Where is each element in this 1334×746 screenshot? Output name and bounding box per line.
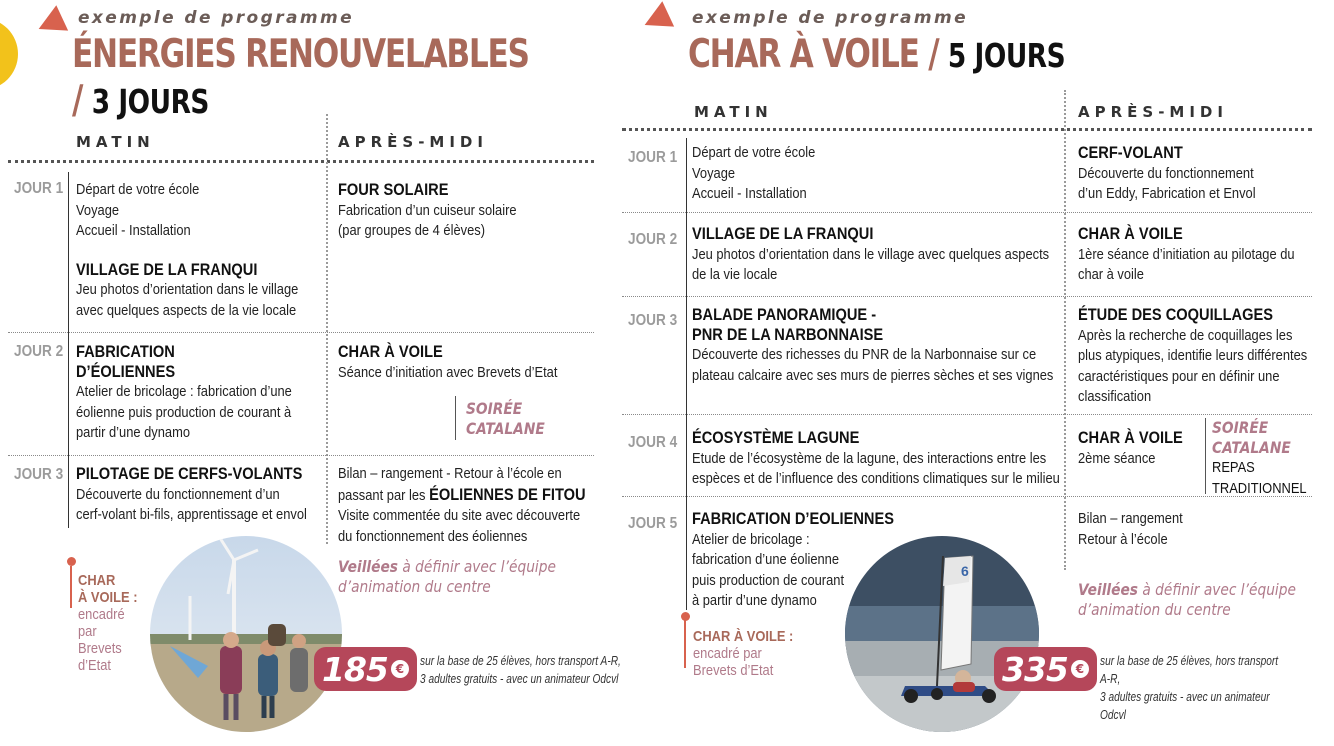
title-slash: / (72, 78, 83, 123)
column-header-afternoon: APRÈS-MIDI (1078, 103, 1228, 121)
day1-afternoon (338, 180, 596, 242)
activity-text: 1ère séance d’initiation au pilotage du char à voile (1078, 245, 1295, 283)
day2-afternoon (338, 342, 596, 383)
header-divider (622, 128, 1312, 131)
activity-text: Atelier de bricolage : fabrication d’une éolienne puis production de courant à partir d’une dynamo (692, 530, 845, 609)
day-divider (622, 212, 1312, 213)
activity-heading: FOUR SOLAIRE (338, 180, 449, 199)
column-header-morning: MATIN (694, 103, 773, 121)
program-kicker: exemple de programme (78, 8, 355, 28)
title-slash: / (928, 32, 939, 77)
duration-label: 3 JOURS (91, 82, 209, 121)
veillees-note (1078, 580, 1334, 620)
activity-highlight: ÉOLIENNES DE FITOU (429, 484, 586, 504)
activity-text: Départ de votre école Voyage Accueil - Installation (76, 181, 200, 239)
day-divider (622, 414, 1312, 415)
veillees-bold: Veillées (338, 557, 398, 576)
activity-text: 2ème séance (1078, 449, 1156, 467)
day-divider (8, 332, 594, 333)
activity-heading: ÉCOSYSTÈME LAGUNE (692, 428, 860, 447)
day3-afternoon (338, 464, 613, 547)
currency-symbol: € (391, 660, 409, 678)
price-note: sur la base de 25 élèves, hors transport A-R, 3 adultes gratuits - avec un animateur Odcvl (420, 653, 621, 686)
veillees-note (338, 557, 596, 597)
program-title: ÉNERGIES RENOUVELABLES (72, 32, 529, 77)
activity-text: Découverte des richesses du PNR de la Narbonnaise sur ce plateau calcaire avec ses murs de pierres sèches et ses vignes (692, 346, 1054, 384)
activity-heading: FABRICATION D’EOLIENNES (692, 509, 894, 528)
activity-text: Découverte du fonctionnement d’un cerf-volant bi-fils, apprentissage et envol (76, 485, 307, 523)
program-duration (72, 80, 209, 123)
activity-text: Découverte du fonctionnement d’un Eddy, Fabrication et Envol (1078, 164, 1256, 202)
day3-afternoon (1078, 305, 1327, 408)
day3-morning (692, 305, 1070, 386)
activity-heading: FABRICATION D’ÉOLIENNES (76, 342, 176, 381)
activity-heading: BALADE PANORAMIQUE - PNR DE LA NARBONNAISE (692, 305, 884, 344)
activity-text: Etude de l’écosystème de la lagune, des interactions entre les espèces et de l’influence des conditions climatiques sur le milieu (692, 449, 1060, 487)
day-divider (8, 455, 594, 456)
evening-note: SOIRÉE CATALANE (466, 399, 545, 438)
day-column-line (686, 138, 687, 610)
wind-turbine-photo (150, 536, 342, 732)
day1-afternoon (1078, 143, 1327, 205)
activity-text: Départ de votre école Voyage Accueil - Installation (692, 144, 816, 202)
price-badge (994, 647, 1097, 691)
pin-line (70, 566, 72, 608)
activity-heading: CHAR À VOILE (338, 342, 443, 361)
char-note-bold: CHAR À VOILE : (78, 572, 138, 606)
day-label: JOUR 1 (14, 180, 64, 197)
wind-turbine-photo-image (150, 536, 342, 732)
day2-afternoon (1078, 224, 1327, 286)
title-text: CHAR À VOILE (688, 32, 919, 77)
activity-text: Séance d’initiation avec Brevets d’Etat (338, 363, 558, 381)
pin-line (684, 620, 686, 668)
column-header-afternoon: APRÈS-MIDI (338, 133, 488, 151)
triangle-marker-icon (628, 1, 674, 42)
activity-heading: VILLAGE DE LA FRANQUI (692, 224, 874, 243)
sand-yacht-photo (845, 536, 1039, 732)
currency-symbol: € (1071, 660, 1089, 678)
day-label: JOUR 2 (14, 343, 64, 360)
activity-text: Visite commentée du site avec découverte du fonctionnement des éoliennes (338, 507, 581, 545)
price-note: sur la base de 25 élèves, hors transport A-R, 3 adultes gratuits - avec un animateur Odcvl (1100, 653, 1279, 722)
activity-text: Atelier de bricolage : fabrication d’une éolienne puis production de courant à partir d’une dynamo (76, 383, 292, 441)
day3-morning (76, 464, 334, 526)
char-note (78, 572, 137, 674)
day1-morning (692, 143, 1053, 205)
day-label: JOUR 5 (628, 515, 678, 532)
char-note-text: encadré par Brevets d’Etat (693, 645, 774, 679)
activity-heading: CHAR À VOILE (1078, 428, 1183, 447)
day-label: JOUR 3 (628, 312, 678, 329)
day5-afternoon (1078, 509, 1327, 550)
evening-divider (1205, 418, 1206, 494)
day-divider (622, 496, 1312, 497)
veillees-bold: Veillées (1078, 580, 1138, 599)
corner-decoration (0, 18, 18, 90)
day4-morning (692, 428, 1079, 490)
day1-morning (76, 180, 325, 321)
price-value: 185 (322, 649, 388, 689)
day4-afternoon (1078, 428, 1207, 469)
day-label: JOUR 3 (14, 466, 64, 483)
activity-heading: VILLAGE DE LA FRANQUI (76, 259, 258, 279)
duration-label: 5 JOURS (947, 36, 1066, 75)
evening-sub (1212, 458, 1315, 499)
veillees-text: à définir avec l’équipe d’animation du centre (1078, 580, 1296, 619)
activity-text: Jeu photos d’orientation dans le village avec quelques aspects de la vie locale (76, 281, 299, 319)
activity-heading: PILOTAGE DE CERFS-VOLANTS (76, 464, 303, 483)
activity-text: Bilan – rangement Retour à l’école (1078, 510, 1183, 548)
activity-text: Jeu photos d’orientation dans le village avec quelques aspects de la vie locale (692, 245, 1050, 283)
sand-yacht-photo-image (845, 536, 1039, 732)
svg-text:6: 6 (961, 563, 969, 579)
activity-text: Bilan – rangement - Retour à l’école en passant par les (338, 465, 562, 504)
char-note (693, 628, 793, 679)
day-label: JOUR 2 (628, 231, 678, 248)
day2-morning (76, 342, 325, 444)
activity-heading: ÉTUDE DES COQUILLAGES (1078, 305, 1273, 324)
column-header-morning: MATIN (76, 133, 155, 151)
evening-note: SOIRÉE CATALANE (1212, 418, 1291, 457)
day-label: JOUR 4 (628, 434, 678, 451)
price-badge (314, 647, 417, 691)
activity-heading: CERF-VOLANT (1078, 143, 1183, 162)
evening-sub-text: REPAS TRADITIONNEL (1212, 459, 1307, 497)
veillees-text: à définir avec l’équipe d’animation du centre (338, 557, 556, 596)
pin-dot-icon (67, 557, 76, 566)
program-kicker: exemple de programme (692, 8, 969, 28)
activity-text: Après la recherche de coquillages les plus atypiques, identifie leurs différentes caractéristiques pour en définir une classification (1078, 326, 1308, 405)
activity-text: Fabrication d’un cuiseur solaire (par groupes de 4 élèves) (338, 201, 517, 239)
price-value: 335 (1002, 649, 1068, 689)
evening-divider (455, 396, 456, 440)
char-note-bold: CHAR À VOILE : (693, 628, 794, 645)
day-column-line (68, 172, 69, 528)
char-note-text: encadré par Brevets d’Etat (78, 606, 125, 674)
day-divider (622, 296, 1312, 297)
day-label: JOUR 1 (628, 149, 678, 166)
day2-morning (692, 224, 1062, 286)
header-divider (8, 160, 594, 163)
activity-heading: CHAR À VOILE (1078, 224, 1183, 243)
program-title (688, 34, 1065, 77)
triangle-marker-icon (22, 5, 68, 46)
